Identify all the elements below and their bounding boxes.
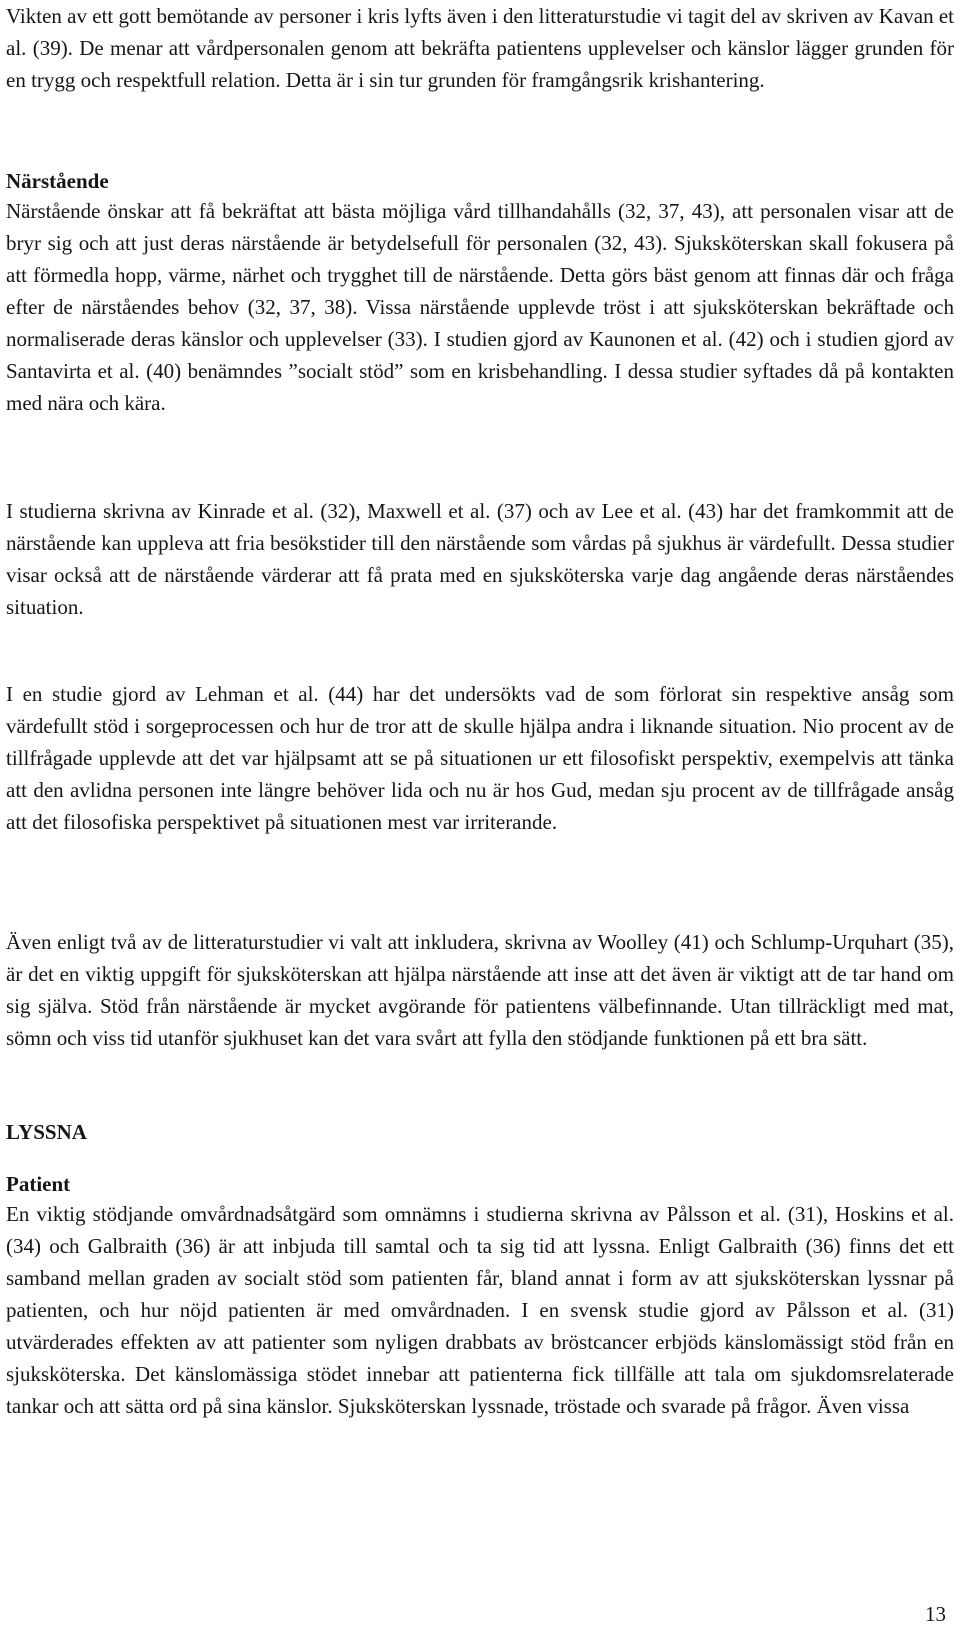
subsection-heading-patient: Patient <box>6 1172 71 1196</box>
paragraph-stodjande-omvardnad: En viktig stödjande omvårdnadsåtgärd som omnämns i studierna skrivna av Pålsson et al. (31), Hoskins et al. (34) och Galbraith (36) är att inbjuda till samtal och ta sig tid att lyssna. Enligt Galbraith (36) finns det ett samband mellan graden av socialt stöd som patienten får, bland annat i form av att sjuksköterskan lyssnar på patienten, och hur nöjd patienten är med omvårdnaden. I en svensk studie gjord av Pålsson et al. (31) utvärderades effekten av att patienter som nyligen drabbats av bröstcancer erbjöds känslomässigt stöd från en sjuksköterska. Det känslomässiga stödet innebar att patienterna fick tillfälle att tala om sjukdomsrelaterade tankar och att sätta ord på sina känslor. Sjuksköterskan lyssnade, tröstade och svarade på frågor. Även vissa <box>6 1202 954 1418</box>
paragraph-narstaende-onskar: Närstående önskar att få bekräftat att bästa möjliga vård tillhandahålls (32, 37, 43), att personalen visar att de bryr sig och att just deras närstående är betydelsefull för personalen (32, 43). Sjuksköterskan skall fokusera på att förmedla hopp, värme, närhet och trygghet till de närstående. Detta görs bäst genom att finnas där och fråga efter de närståendes behov (32, 37, 38). Vissa närstående upplevde tröst i att sjuksköterskan bekräftade och normaliserade deras känslor och upplevelser (33). I studien gjord av Kaunonen et al. (42) och i studien gjord av Santavirta et al. (40) benämndes ”socialt stöd” som en krisbehandling. I dessa studier syftades då på kontakten med nära och kära. <box>6 199 954 415</box>
section-heading-lyssna: LYSSNA <box>6 1120 87 1144</box>
paragraph-besokstider: I studierna skrivna av Kinrade et al. (32), Maxwell et al. (37) och av Lee et al. (43) har det framkommit att de närstående kan uppleva att fria besökstider till den närstående som vårdas på sjukhus är värdefullt. Dessa studier visar också att de närstående värderar att få prata med en sjuksköterska varje dag angående deras närståendes situation. <box>6 499 954 619</box>
section-heading-narstaende: Närstående <box>6 169 109 193</box>
paragraph-bemotande: Vikten av ett gott bemötande av personer i kris lyfts även i den litteraturstudie vi tagit del av skriven av Kavan et al. (39). De menar att vårdpersonalen genom att bekräfta patientens upplevelser och känslor lägger grunden för en trygg och respektfull relation. Detta är i sin tur grunden för framgångsrik krishantering. <box>6 4 954 92</box>
document-page <box>6 0 954 1643</box>
page-number: 13 <box>925 1602 946 1626</box>
paragraph-lehman-studie: I en studie gjord av Lehman et al. (44) har det undersökts vad de som förlorat sin respektive ansåg som värdefullt stöd i sorgeprocessen och hur de tror att de skulle hjälpa andra i liknande situation. Nio procent av de tillfrågade upplevde att det var hjälpsamt att se på situationen ur ett filosofiskt perspektiv, exempelvis att tänka att den avlidna personen inte längre behöver lida och nu är hos Gud, medan sju procent av de tillfrågade ansåg att det filosofiska perspektivet på situationen mest var irriterande. <box>6 682 954 834</box>
paragraph-woolley-schlump: Även enligt två av de litteraturstudier vi valt att inkludera, skrivna av Woolley (41) och Schlump-Urquhart (35), är det en viktig uppgift för sjuksköterskan att hjälpa närstående att inse att det även är viktigt att de tar hand om sig själva. Stöd från närstående är mycket avgörande för patientens välbefinnande. Utan tillräckligt med mat, sömn och viss tid utanför sjukhuset kan det vara svårt att fylla den stödjande funktionen på ett bra sätt. <box>6 930 954 1050</box>
